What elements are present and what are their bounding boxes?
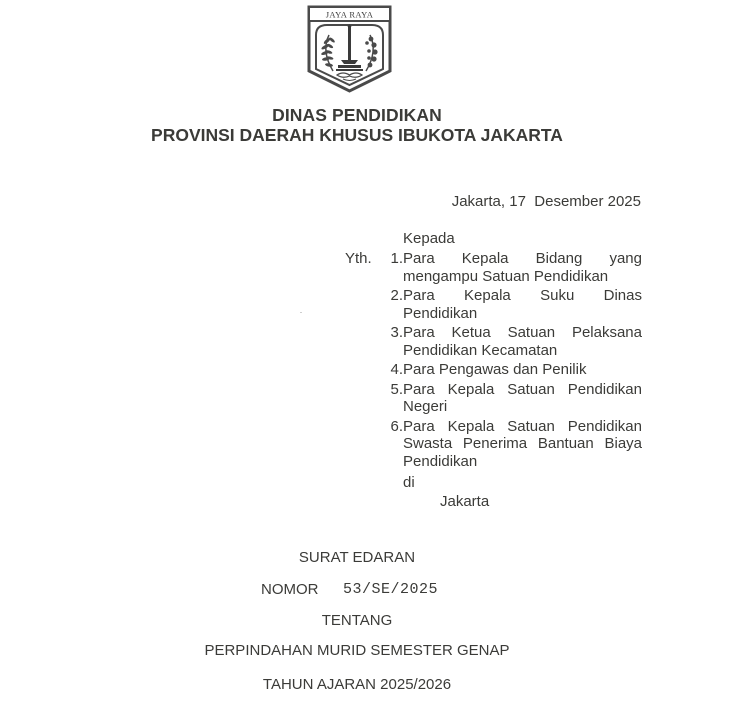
recipient-line: mengampu Satuan Pendidikan [403,267,609,285]
recipient-line: Para Pengawas dan Penilik [403,361,587,378]
recipient-line: Para Kepala Bidang yang [403,250,642,267]
subject-line-2: TAHUN AJARAN 2025/2026 [262,676,452,693]
scan-speck [300,312,302,313]
recipient-list [380,250,642,472]
recipient-line: Para Kepala Satuan Pendidikan [403,417,642,435]
recipient-number: 1. [390,250,403,267]
recipient-line: Para Kepala Suku Dinas [403,287,642,304]
recipient-item [380,287,642,322]
date-month-year: Desember 2025 [534,193,641,210]
di-label: di [403,474,415,491]
subject-line-1: PERPINDAHAN MURID SEMESTER GENAP [204,642,510,659]
recipient-line: Swasta Penerima Bantuan Biaya [403,435,642,452]
recipient-line: Para Ketua Satuan Pelaksana [403,324,642,341]
recipient-item [380,361,642,379]
document-type-title: SURAT EDARAN [298,549,416,566]
letter-date [452,193,641,210]
recipient-line: Negeri [403,398,448,415]
recipient-line: Pendidikan [403,304,478,322]
nomor-value: 53/SE/2025 [343,581,439,598]
yth-label: Yth. [345,250,372,267]
recipient-line: Para Kepala Satuan Pendidikan [403,380,642,398]
svg-text:JAYA RAYA: JAYA RAYA [325,9,374,20]
recipient-number: 2. [390,287,403,304]
recipient-number: 3. [390,324,403,341]
tentang-label: TENTANG [321,612,393,629]
kepada-label: Kepada [403,230,455,247]
destination-city: Jakarta [440,493,490,510]
recipient-line: Pendidikan [403,452,478,470]
recipient-number: 5. [390,380,403,398]
recipient-text [403,361,642,379]
recipient-item [380,324,642,359]
province-name: PROVINSI DAERAH KHUSUS IBUKOTA JAKARTA [151,125,563,145]
recipient-number: 4. [390,361,403,378]
recipient-text [403,324,642,359]
recipient-item [380,418,642,471]
recipient-text [403,381,642,416]
date-day: 17 [509,193,526,210]
recipient-item [380,250,642,285]
jakarta-coat-of-arms-icon [307,5,392,93]
recipient-text [403,418,642,471]
recipient-line: Pendidikan Kecamatan [403,341,558,359]
recipient-item [380,381,642,416]
date-city: Jakarta, [451,193,506,210]
nomor-label: NOMOR [261,581,319,598]
recipient-number: 6. [390,417,403,435]
recipient-text [403,287,642,322]
agency-name: DINAS PENDIDIKAN [272,105,442,125]
recipient-text [403,250,642,285]
